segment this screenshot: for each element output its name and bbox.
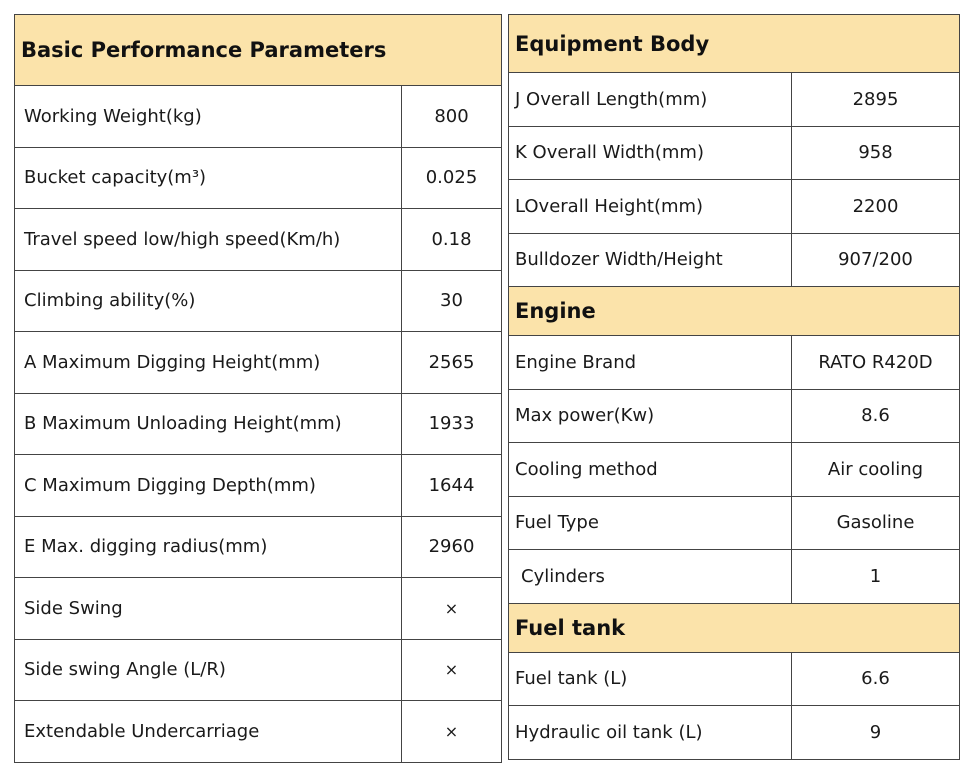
row-value: 30	[440, 290, 463, 312]
table-row	[508, 73, 960, 127]
row-label: Bucket capacity(m³)	[15, 148, 402, 209]
row-value: Gasoline	[836, 512, 915, 534]
table-row	[508, 390, 960, 444]
table-row	[508, 443, 960, 497]
row-value: 958	[858, 142, 893, 164]
row-label: B Maximum Unloading Height(mm)	[15, 394, 402, 455]
row-value: 2565	[428, 351, 475, 373]
row-value: 800	[434, 105, 469, 127]
row-value: 2895	[852, 88, 899, 110]
row-label: Hydraulic oil tank (L)	[509, 706, 792, 759]
row-value: 907/200	[838, 249, 913, 271]
row-value: 0.18	[431, 228, 472, 250]
row-label: C Maximum Digging Depth(mm)	[15, 455, 402, 516]
table-row	[14, 640, 502, 702]
row-label: K Overall Width(mm)	[509, 127, 792, 180]
table-row	[508, 706, 960, 760]
table-row	[14, 455, 502, 517]
row-value: 1	[869, 565, 882, 587]
row-label: Engine Brand	[509, 336, 792, 389]
table-row	[508, 180, 960, 234]
table-row	[508, 653, 960, 707]
table-row	[14, 701, 502, 763]
table-row	[14, 86, 502, 148]
row-value: 6.6	[861, 668, 890, 690]
table-row	[14, 578, 502, 640]
row-label: Side Swing	[15, 578, 402, 639]
equipment-body-header: Equipment Body	[508, 14, 960, 73]
basic-performance-header: Basic Performance Parameters	[14, 14, 502, 86]
not-available-mark: ×	[444, 721, 459, 741]
table-row	[508, 497, 960, 551]
row-label: Fuel tank (L)	[509, 653, 792, 706]
row-label: Climbing ability(%)	[15, 271, 402, 332]
row-label: A Maximum Digging Height(mm)	[15, 332, 402, 393]
row-label: J Overall Length(mm)	[509, 73, 792, 126]
not-available-mark: ×	[444, 660, 459, 680]
row-label: Side swing Angle (L/R)	[15, 640, 402, 701]
row-label: Bulldozer Width/Height	[509, 234, 792, 287]
row-label: Working Weight(kg)	[15, 86, 402, 147]
row-value: 2960	[428, 536, 475, 558]
table-row	[508, 127, 960, 181]
row-label: Fuel Type	[509, 497, 792, 550]
table-row	[14, 517, 502, 579]
table-row	[14, 271, 502, 333]
not-available-mark: ×	[444, 598, 459, 618]
row-label: Cylinders	[509, 550, 792, 603]
row-label: Travel speed low/high speed(Km/h)	[15, 209, 402, 270]
table-row	[14, 332, 502, 394]
row-value: Air cooling	[827, 458, 924, 480]
table-row	[508, 336, 960, 390]
basic-performance-table	[14, 14, 502, 763]
table-row	[14, 148, 502, 210]
row-value: 9	[869, 721, 882, 743]
row-label: E Max. digging radius(mm)	[15, 517, 402, 578]
row-label: Cooling method	[509, 443, 792, 496]
row-label: Max power(Kw)	[509, 390, 792, 443]
specifications-table	[508, 14, 960, 760]
row-label: LOverall Height(mm)	[509, 180, 792, 233]
row-value: 8.6	[861, 405, 890, 427]
row-value: 0.025	[425, 167, 478, 189]
row-value: 1933	[428, 413, 475, 435]
table-row	[508, 550, 960, 604]
table-row	[14, 394, 502, 456]
row-label: Extendable Undercarriage	[15, 701, 402, 762]
row-value: 1644	[428, 474, 475, 496]
engine-header: Engine	[508, 287, 960, 336]
table-row	[508, 234, 960, 288]
table-row	[14, 209, 502, 271]
row-value: RATO R420D	[818, 351, 933, 373]
row-value: 2200	[852, 195, 899, 217]
fuel-tank-header: Fuel tank	[508, 604, 960, 653]
